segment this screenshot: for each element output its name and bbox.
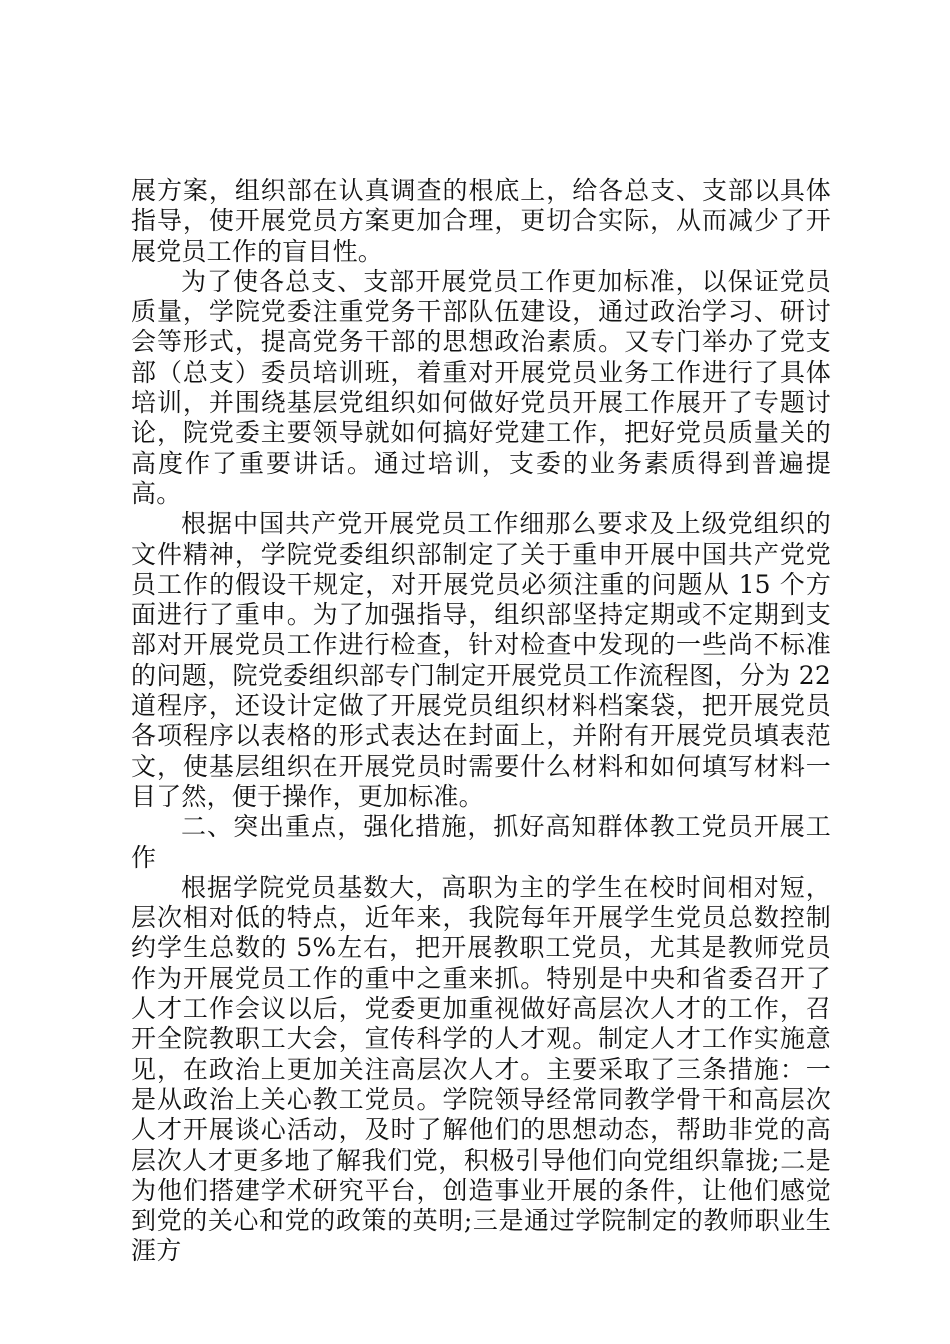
section-heading: 二、突出重点，强化措施，抓好高知群体教工党员开展工作	[131, 812, 831, 872]
paragraph-faculty-members: 根据学院党员基数大，高职为主的学生在校时间相对短，层次相对低的特点，近年来，我院每年开展学生党员总数控制约学生总数的 5%左右，把开展教职工党员，尤其是教师党员作为开展党员工作的重中之重来抓。特别是中央和省委召开了人才工作会议以后，党委更加重视做好高层次人才的工作，召开全院教职工大会，宣传科学的人才观。制定人才工作实施意见，在政治上更加关注高层次人才。主要采取了三条措施：一是从政治上关心教工党员。学院领导经常同教学骨干和高层次人才开展谈心活动，及时了解他们的思想动态，帮助非党的高层次人才更多地了解我们党，积极引导他们向党组织靠拢;二是为他们搭建学术研究平台，创造事业开展的条件，让他们感觉到党的关心和党的政策的英明;三是通过学院制定的教师职业生涯方	[131, 872, 831, 1266]
document-body	[131, 176, 831, 1267]
paragraph-continuation: 展方案，组织部在认真调查的根底上，给各总支、支部以具体指导，使开展党员方案更加合理，更切合实际，从而减少了开展党员工作的盲目性。	[131, 176, 831, 266]
paragraph-regulations: 根据中国共产党开展党员工作细那么要求及上级党组织的文件精神，学院党委组织部制定了关于重申开展中国共产党党员工作的假设干规定，对开展党员必须注重的问题从 15 个方面进行了重申。为了加强指导，组织部坚持定期或不定期到支部对开展党员工作进行检查，针对检查中发现的一些尚不标准的问题，院党委组织部专门制定开展党员工作流程图，分为 22 道程序，还设计定做了开展党员组织材料档案袋，把开展党员各项程序以表格的形式表达在封面上，并附有开展党员填表范文，使基层组织在开展党员时需要什么材料和如何填写材料一目了然，便于操作，更加标准。	[131, 509, 831, 811]
paragraph-training: 为了使各总支、支部开展党员工作更加标准，以保证党员质量，学院党委注重党务干部队伍建设，通过政治学习、研讨会等形式，提高党务干部的思想政治素质。又专门举办了党支部（总支）委员培训班，着重对开展党员业务工作进行了具体培训，并围绕基层党组织如何做好党员开展工作展开了专题讨论，院党委主要领导就如何搞好党建工作，把好党员质量关的高度作了重要讲话。通过培训，支委的业务素质得到普遍提高。	[131, 266, 831, 508]
